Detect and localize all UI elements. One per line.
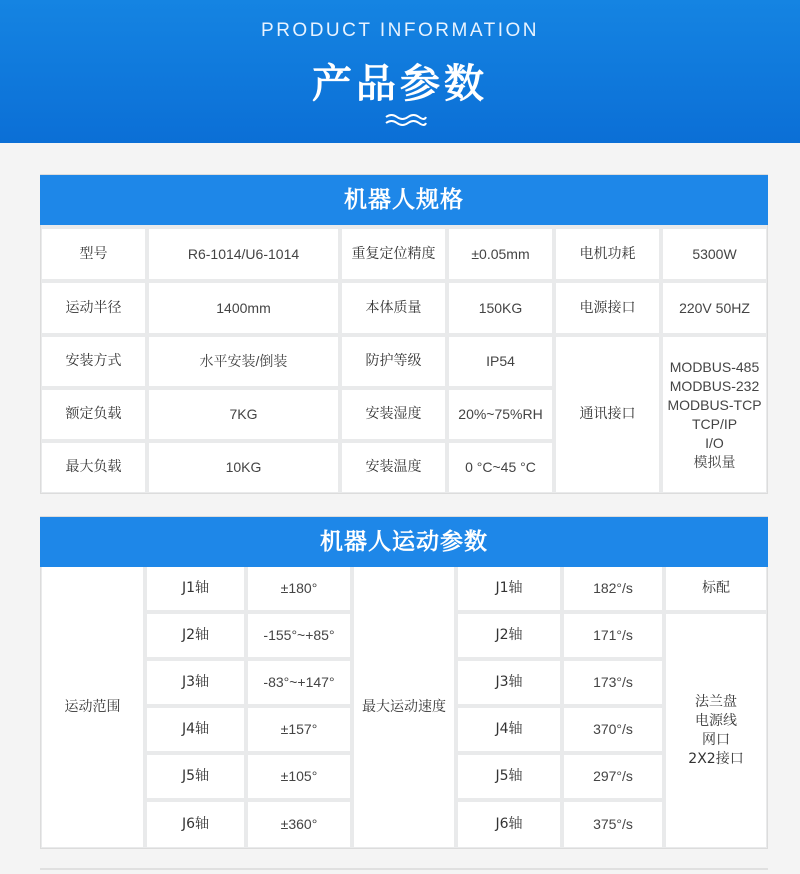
comm-item: MODBUS-TCP — [667, 396, 762, 413]
header-title: 产品参数 — [312, 61, 488, 107]
spec-value-rated-load: 7KG — [149, 390, 338, 439]
standard-label: 标配 — [666, 567, 766, 610]
range-axis-j2: J2轴 — [147, 614, 244, 657]
comm-item: I/O — [705, 434, 724, 451]
spec-value-humidity: 20%~75%RH — [449, 390, 552, 439]
range-axis-j5: J5轴 — [147, 755, 244, 798]
spec-label-rated-load: 额定负载 — [42, 390, 145, 439]
standard-item: 电源线 — [695, 712, 737, 729]
spec-label-humidity: 安装湿度 — [342, 390, 445, 439]
speed-axis-j5: J5轴 — [458, 755, 560, 798]
comm-item: MODBUS-232 — [669, 377, 760, 394]
speed-axis-j4: J4轴 — [458, 708, 560, 751]
speed-value-j1: 182°/s — [564, 567, 662, 610]
spec-label-model: 型号 — [42, 229, 145, 279]
range-value-j4: ±157° — [248, 708, 350, 751]
spec-value-repeatability: ±0.05mm — [449, 229, 552, 279]
spec-label-mass: 本体质量 — [342, 283, 445, 333]
spec-value-mounting: 水平安装/倒装 — [149, 337, 338, 386]
comm-item: MODBUS-485 — [669, 358, 760, 375]
spec-label-mounting: 安装方式 — [42, 337, 145, 386]
speed-axis-j6: J6轴 — [458, 802, 560, 847]
standard-item: 法兰盘 — [695, 693, 737, 710]
range-axis-j6: J6轴 — [147, 802, 244, 847]
spec-value-mass: 150KG — [449, 283, 552, 333]
speed-value-j3: 173°/s — [564, 661, 662, 704]
standard-items — [666, 614, 766, 847]
spec-value-comm — [663, 337, 766, 492]
speed-axis-j2: J2轴 — [458, 614, 560, 657]
spec-value-protection: IP54 — [449, 337, 552, 386]
spec-label-repeatability: 重复定位精度 — [342, 229, 445, 279]
spec-value-motor-power: 5300W — [663, 229, 766, 279]
wave-icon — [384, 112, 428, 130]
spec-label-radius: 运动半径 — [42, 283, 145, 333]
spec-label-comm: 通讯接口 — [556, 337, 659, 492]
range-axis-j1: J1轴 — [147, 567, 244, 610]
spec-label-max-load: 最大负载 — [42, 443, 145, 492]
comm-item: TCP/IP — [691, 415, 738, 432]
spec-table-heading: 机器人规格 — [40, 175, 768, 225]
motion-speed-label: 最大运动速度 — [354, 567, 454, 847]
range-value-j5: ±105° — [248, 755, 350, 798]
speed-value-j5: 297°/s — [564, 755, 662, 798]
spec-label-motor-power: 电机功耗 — [556, 229, 659, 279]
header-subtitle: PRODUCT INFORMATION — [261, 20, 539, 41]
range-axis-j3: J3轴 — [147, 661, 244, 704]
motion-range-label: 运动范围 — [42, 567, 143, 847]
spec-label-protection: 防护等级 — [342, 337, 445, 386]
standard-item: 2X2接口 — [688, 750, 744, 767]
spec-value-power-port: 220V 50HZ — [663, 283, 766, 333]
spec-value-temperature: 0 °C~45 °C — [449, 443, 552, 492]
motion-table-heading: 机器人运动参数 — [40, 517, 768, 567]
bottom-divider — [40, 868, 768, 870]
spec-value-radius: 1400mm — [149, 283, 338, 333]
spec-label-power-port: 电源接口 — [556, 283, 659, 333]
range-value-j6: ±360° — [248, 802, 350, 847]
spec-value-max-load: 10KG — [149, 443, 338, 492]
header-banner — [0, 0, 800, 143]
range-value-j2: -155°~+85° — [248, 614, 350, 657]
range-axis-j4: J4轴 — [147, 708, 244, 751]
range-value-j1: ±180° — [248, 567, 350, 610]
speed-value-j6: 375°/s — [564, 802, 662, 847]
speed-value-j2: 171°/s — [564, 614, 662, 657]
range-value-j3: -83°~+147° — [248, 661, 350, 704]
standard-item: 网口 — [702, 731, 730, 748]
spec-label-temperature: 安装温度 — [342, 443, 445, 492]
speed-value-j4: 370°/s — [564, 708, 662, 751]
speed-axis-j1: J1轴 — [458, 567, 560, 610]
spec-value-model: R6-1014/U6-1014 — [149, 229, 338, 279]
comm-item: 模拟量 — [693, 453, 736, 470]
speed-axis-j3: J3轴 — [458, 661, 560, 704]
